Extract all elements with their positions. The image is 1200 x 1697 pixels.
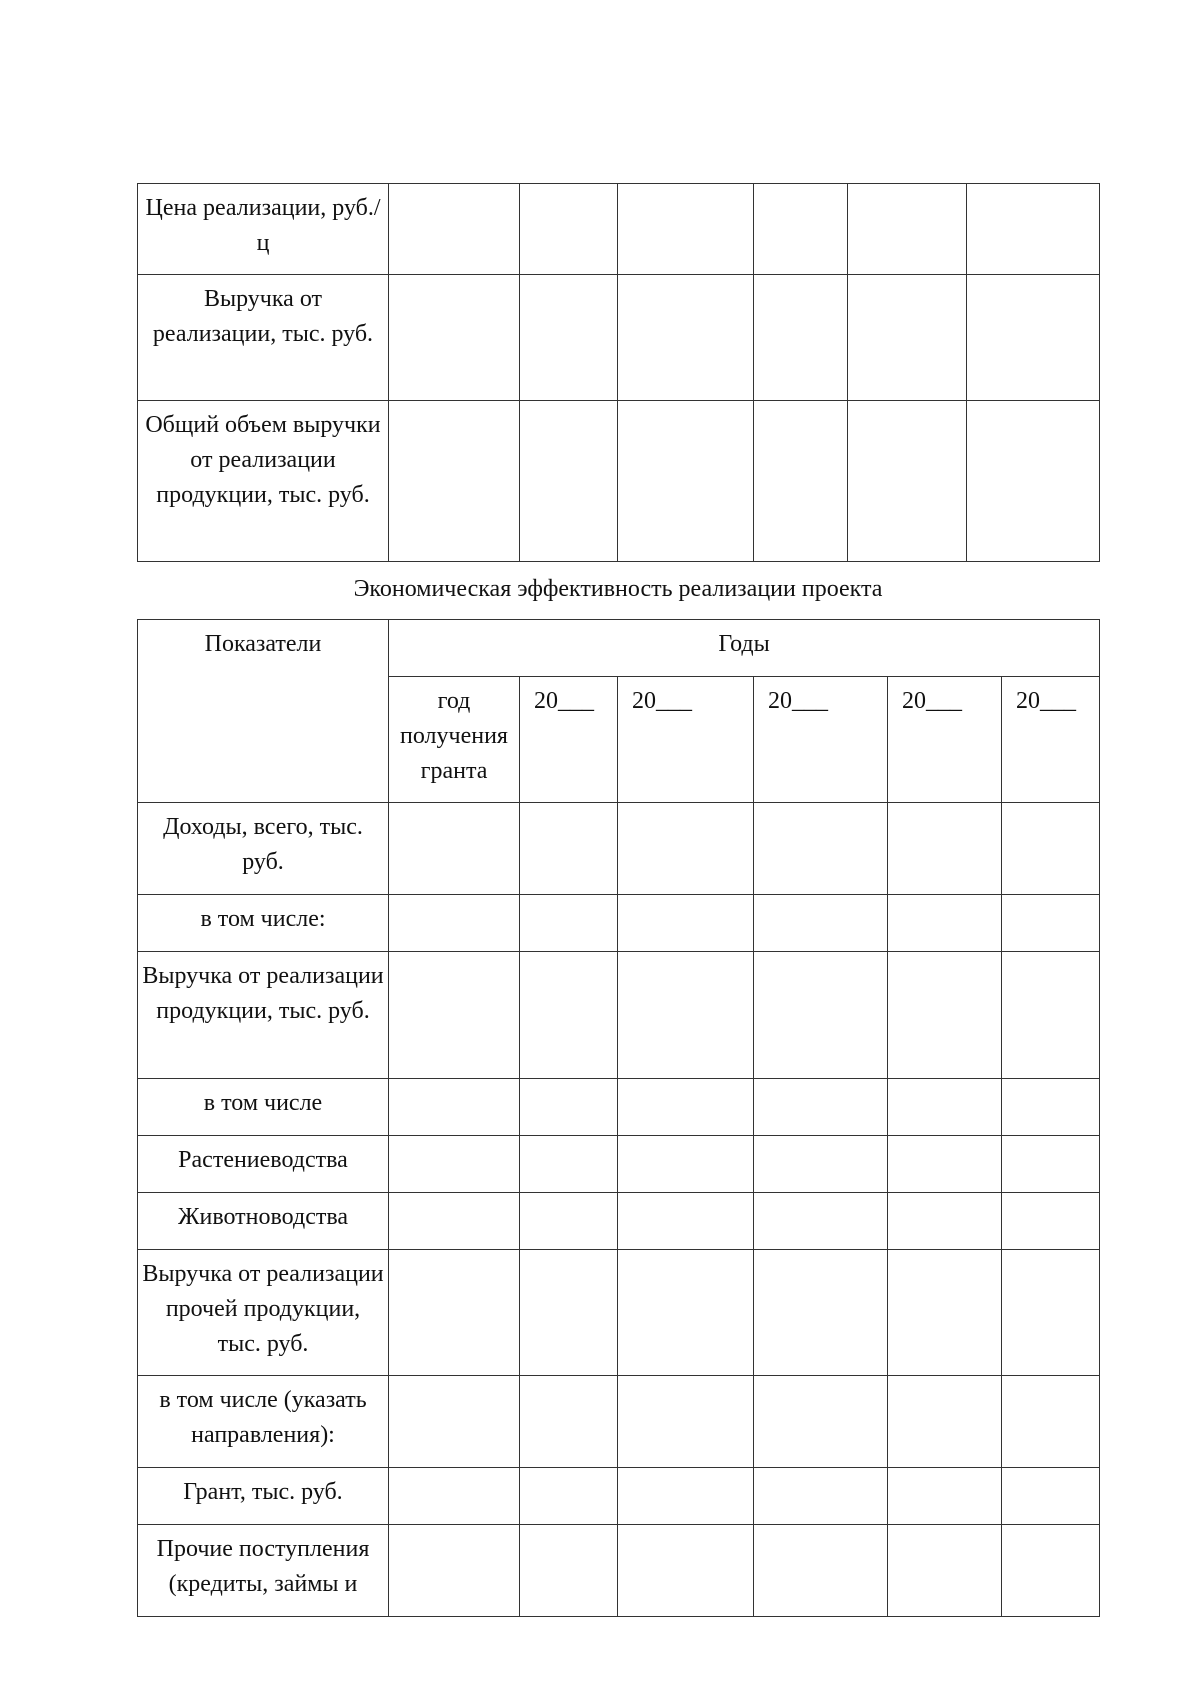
table-cell[interactable] — [754, 1136, 888, 1193]
header-year-3: 20___ — [754, 677, 888, 803]
table-cell[interactable] — [618, 1193, 754, 1250]
table-row — [138, 803, 1100, 895]
table-cell[interactable] — [520, 275, 618, 401]
table-cell[interactable] — [1002, 803, 1100, 895]
table-cell[interactable] — [389, 1079, 520, 1136]
row-label-crop-production: Растениеводства — [138, 1136, 389, 1193]
header-years: Годы — [389, 620, 1100, 677]
table-row — [138, 1136, 1100, 1193]
table-cell[interactable] — [520, 1136, 618, 1193]
table-cell[interactable] — [389, 1193, 520, 1250]
table-cell[interactable] — [520, 184, 618, 275]
row-label-other-receipts: Прочие поступления (кредиты, займы и — [138, 1525, 389, 1617]
table-cell[interactable] — [1002, 952, 1100, 1079]
table-cell[interactable] — [888, 1193, 1002, 1250]
table-cell[interactable] — [520, 1079, 618, 1136]
table-cell[interactable] — [754, 952, 888, 1079]
table-cell[interactable] — [888, 952, 1002, 1079]
table-cell[interactable] — [888, 803, 1002, 895]
table-cell[interactable] — [1002, 1136, 1100, 1193]
table-cell[interactable] — [618, 1525, 754, 1617]
table-cell[interactable] — [520, 401, 618, 562]
table-cell[interactable] — [754, 1525, 888, 1617]
table-cell[interactable] — [618, 401, 754, 562]
table-cell[interactable] — [389, 275, 520, 401]
table-cell[interactable] — [1002, 895, 1100, 952]
header-year-5: 20___ — [1002, 677, 1100, 803]
table-cell[interactable] — [618, 1376, 754, 1468]
header-year-2: 20___ — [618, 677, 754, 803]
table-cell[interactable] — [754, 1079, 888, 1136]
header-indicators: Показатели — [138, 620, 389, 803]
row-label-sale-price: Цена реализации, руб./ц — [138, 184, 389, 275]
row-label-livestock: Животноводства — [138, 1193, 389, 1250]
table-cell[interactable] — [888, 1376, 1002, 1468]
table-cell[interactable] — [1002, 1250, 1100, 1376]
efficiency-table — [137, 619, 1100, 1617]
table-cell[interactable] — [754, 275, 848, 401]
table-cell[interactable] — [754, 803, 888, 895]
table-cell[interactable] — [754, 1193, 888, 1250]
table-row — [138, 895, 1100, 952]
row-label-sales-revenue: Выручка от реализации, тыс. руб. — [138, 275, 389, 401]
table-cell[interactable] — [389, 952, 520, 1079]
table-row — [138, 401, 1100, 562]
table-cell[interactable] — [1002, 1468, 1100, 1525]
table-cell[interactable] — [389, 895, 520, 952]
row-label-income-total: Доходы, всего, тыс. руб. — [138, 803, 389, 895]
table-cell[interactable] — [389, 1376, 520, 1468]
table-cell[interactable] — [389, 1250, 520, 1376]
table-cell[interactable] — [754, 184, 848, 275]
table-cell[interactable] — [888, 1079, 1002, 1136]
table-cell[interactable] — [618, 895, 754, 952]
table-cell[interactable] — [754, 1376, 888, 1468]
table-cell[interactable] — [848, 275, 967, 401]
table-cell[interactable] — [389, 803, 520, 895]
table-cell[interactable] — [389, 1525, 520, 1617]
row-label-other-product-revenue: Выручка от реализации прочей продукции, тыс. руб. — [138, 1250, 389, 1376]
table-cell[interactable] — [520, 895, 618, 952]
table-cell[interactable] — [520, 1250, 618, 1376]
row-label-total-revenue: Общий объем выручки от реализации продукции, тыс. руб. — [138, 401, 389, 562]
table-cell[interactable] — [618, 275, 754, 401]
table-cell[interactable] — [618, 1250, 754, 1376]
table-cell[interactable] — [1002, 1525, 1100, 1617]
table-row — [138, 1525, 1100, 1617]
table-cell[interactable] — [888, 1250, 1002, 1376]
row-label-including: в том числе: — [138, 895, 389, 952]
table-cell[interactable] — [618, 1468, 754, 1525]
header-year-1: 20___ — [520, 677, 618, 803]
table-cell[interactable] — [967, 275, 1100, 401]
table-row — [138, 184, 1100, 275]
row-label-directions: в том числе (указать направления): — [138, 1376, 389, 1468]
header-year-4: 20___ — [888, 677, 1002, 803]
row-label-product-revenue: Выручка от реализации продукции, тыс. руб. — [138, 952, 389, 1079]
table-row — [138, 275, 1100, 401]
table-cell[interactable] — [520, 1193, 618, 1250]
table-cell[interactable] — [888, 1525, 1002, 1617]
table-row — [138, 1193, 1100, 1250]
table-cell[interactable] — [520, 1525, 618, 1617]
row-label-grant: Грант, тыс. руб. — [138, 1468, 389, 1525]
table-cell[interactable] — [888, 1468, 1002, 1525]
table-cell[interactable] — [618, 952, 754, 1079]
table-cell[interactable] — [754, 1250, 888, 1376]
table-cell[interactable] — [618, 1079, 754, 1136]
table-cell[interactable] — [520, 952, 618, 1079]
table-cell[interactable] — [520, 1376, 618, 1468]
sales-table — [137, 183, 1100, 562]
table-row — [138, 952, 1100, 1079]
table-cell[interactable] — [888, 895, 1002, 952]
table-cell[interactable] — [618, 184, 754, 275]
table-cell[interactable] — [389, 184, 520, 275]
table-cell[interactable] — [389, 1468, 520, 1525]
table-cell[interactable] — [967, 184, 1100, 275]
table-row — [138, 1468, 1100, 1525]
section-title: Экономическая эффективность реализации проекта — [353, 576, 883, 602]
row-label-including-2: в том числе — [138, 1079, 389, 1136]
table-row — [138, 1376, 1100, 1468]
table-cell[interactable] — [1002, 1079, 1100, 1136]
table-cell[interactable] — [967, 401, 1100, 562]
table-cell[interactable] — [754, 1468, 888, 1525]
table-cell[interactable] — [520, 803, 618, 895]
table-row — [138, 1079, 1100, 1136]
table-cell[interactable] — [389, 401, 520, 562]
table-cell[interactable] — [389, 1136, 520, 1193]
table-cell[interactable] — [618, 803, 754, 895]
header-row — [138, 620, 1100, 677]
table-cell[interactable] — [1002, 1376, 1100, 1468]
table-cell[interactable] — [618, 1136, 754, 1193]
table-cell[interactable] — [754, 401, 848, 562]
table-row — [138, 1250, 1100, 1376]
table-cell[interactable] — [848, 401, 967, 562]
table-cell[interactable] — [848, 184, 967, 275]
table-cell[interactable] — [1002, 1193, 1100, 1250]
table-cell[interactable] — [888, 1136, 1002, 1193]
header-grant-year: год получения гранта — [389, 677, 520, 803]
table-cell[interactable] — [520, 1468, 618, 1525]
table-cell[interactable] — [754, 895, 888, 952]
